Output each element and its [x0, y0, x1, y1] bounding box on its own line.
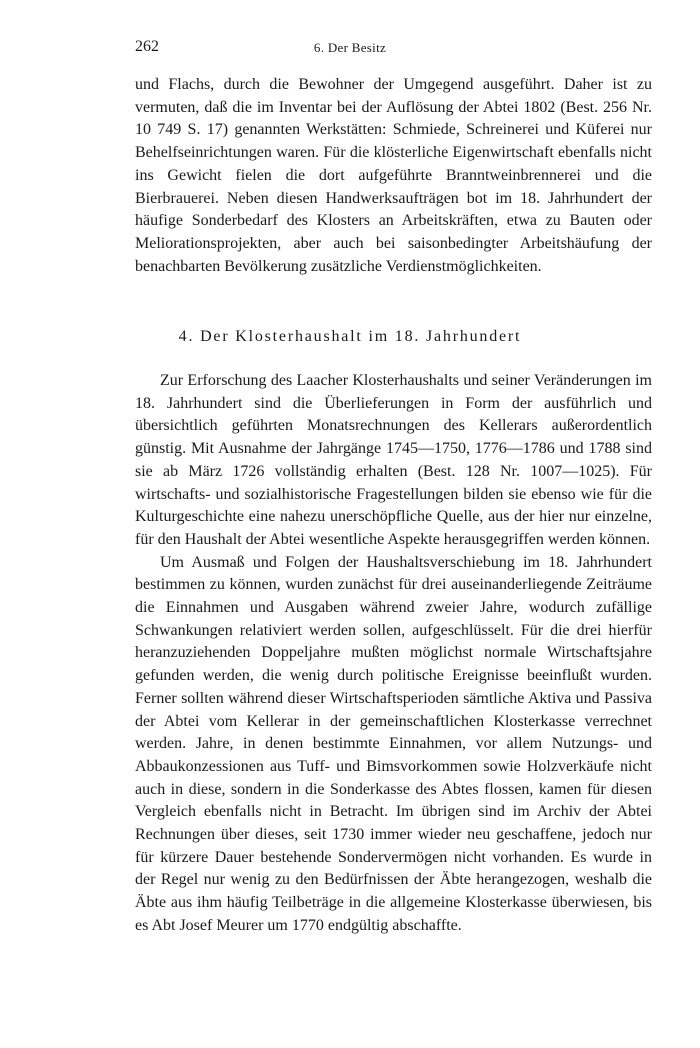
paragraph: Um Ausmaß und Folgen der Haushaltsverschiebung im 18. Jahrhundert bestimmen zu können, wurden zunächst für drei auseinanderliegende Zeiträume die Einnahmen und Ausgaben während zweier Jahre, wodurch zufällige Schwankungen relativiert werden sollen, aufgeschlüsselt. Für die drei hierfür heranzuziehenden Doppeljahre mußten möglichst normale Wirtschaftsjahre gefunden werden, die wenig durch politische Ereignisse beeinflußt wurden. Ferner sollten während dieser Wirtschaftsperioden sämtliche Aktiva und Passiva der Abtei vom Kellerar in der gemeinschaftlichen Klosterkasse verrechnet werden. Jahre, in denen bestimmte Einnahmen, vor allem Nutzungs- und Abbaukonzessionen aus Tuff- und Bimsvorkommen sowie Holzverkäufe nicht auch in diese, sondern in die Sonderkasse des Abtes flossen, kamen für diesen Vergleich ebenfalls nicht in Betracht. Im übrigen sind im Archiv der Abtei Rechnungen über dieses, seit 1730 immer wieder neu geschaffene, jedoch nur für kürzere Dauer bestehende Sondervermögen nicht vorhanden. Es wurde in der Regel nur wenig zu den Bedürfnissen der Äbte herangezogen, weshalb die Äbte aus ihm häufig Teilbeträge in die allgemeine Klosterkasse überwiesen, bis es Abt Josef Meurer um 1770 endgültig abschaffte.: [135, 553, 652, 934]
page-number: 262: [135, 38, 159, 55]
paragraph-continuation: und Flachs, durch die Bewohner der Umgegend ausgeführt. Daher ist zu vermuten, daß die im Inventar bei der Auflösung der Abtei 1802 (Best. 256 Nr. 10 749 S. 17) genannten Werkstätten: Schmiede, Schreinerei und Küferei nur Behelfseinrichtungen waren. Für die klösterliche Eigenwirtschaft ebenfalls nicht ins Gewicht fielen die dort aufgeführte Branntweinbrennerei und die Bierbrauerei. Neben diesen Handwerksaufträgen bot im 18. Jahrhundert der häufige Sonderbedarf des Klosters an Arbeitskräften, etwa zu Bauten oder Meliorationsprojekten, aber auch bei saisonbedingter Arbeitshäufung der benachbarten Bevölkerung zusätzliche Verdienstmöglichkeiten.: [135, 76, 652, 275]
section-heading: 4. Der Klosterhaushalt im 18. Jahrhundert: [178, 328, 522, 345]
running-head: 6. Der Besitz: [313, 40, 387, 55]
text-block-top: [135, 74, 652, 278]
text-block-section: [135, 370, 652, 938]
paragraph: Zur Erforschung des Laacher Klosterhaushalts und seiner Veränderungen im 18. Jahrhundert sind die Überlieferungen in Form der ausführlich und übersichtlich geführten Monatsrechnungen des Kellerars außerordentlich günstig. Mit Ausnahme der Jahrgänge 1745—1750, 1776—1786 und 1788 sind sie ab März 1726 vollständig erhalten (Best. 128 Nr. 1007—1025). Für wirtschafts- und sozialhistorische Fragestellungen bilden sie ebenso wie für die Kulturgeschichte eine nahezu unerschöpfliche Quelle, aus der hier nur einzelne, für den Haushalt der Abtei wesentliche Aspekte herausgegriffen werden können.: [135, 372, 652, 548]
